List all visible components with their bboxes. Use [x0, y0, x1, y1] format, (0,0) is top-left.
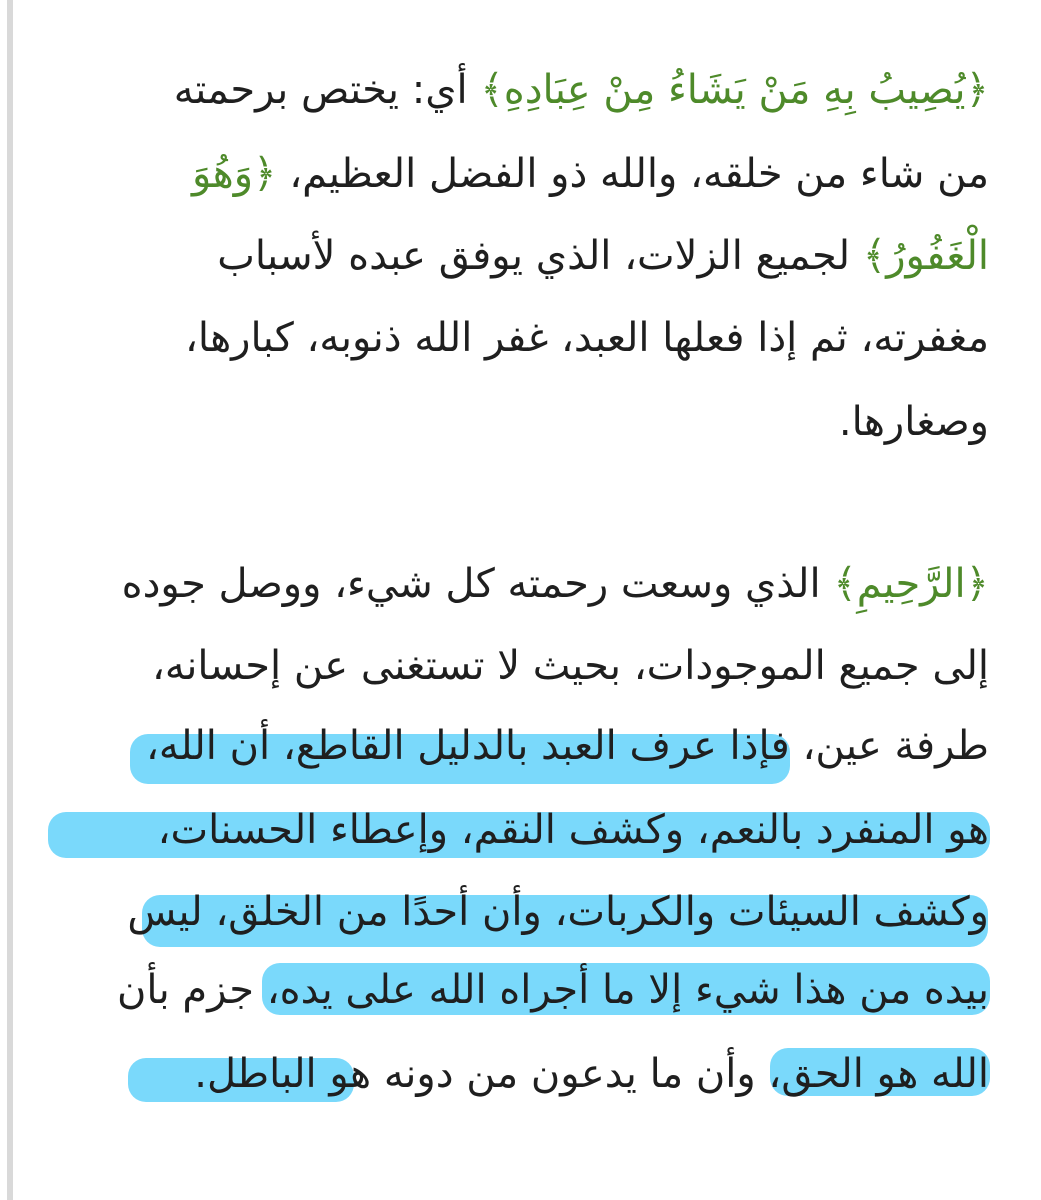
- quran-verse: ﴿يُصِيبُ بِهِ مَنْ يَشَاءُ مِنْ عِبَادِهِ﴾: [480, 67, 989, 113]
- quran-verse: الْغَفُورُ﴾: [862, 233, 989, 279]
- paragraph1-line4: [185, 310, 989, 366]
- paragraph1-line3: [217, 228, 989, 284]
- commentary-text: الذي وسعت رحمته كل شيء، ووصل جوده: [121, 561, 834, 607]
- paragraph2-line7: [194, 1046, 989, 1102]
- paragraph2-line1: [122, 556, 989, 612]
- paragraph2-line6: [117, 962, 989, 1018]
- commentary-text: لجميع الزلات، الذي يوفق عبده لأسباب: [217, 233, 863, 279]
- paragraph2-line4: [158, 802, 989, 858]
- paragraph2-line5: [127, 884, 989, 940]
- commentary-text: وصغارها.: [838, 399, 989, 445]
- paragraph1-line5: [839, 394, 989, 450]
- highlighted-text: إذا عرف العبد بالدليل القاطع، أن الله،: [146, 723, 771, 769]
- commentary-text: إلى جميع الموجودات، بحيث لا تستغنى عن إحسانه،: [151, 643, 989, 689]
- quran-verse: ﴿وَهُوَ: [191, 151, 277, 197]
- commentary-text: الله هو الحق، وأن ما يدعون من دونه هو الباطل.: [194, 1051, 989, 1097]
- commentary-text: بيده من هذا شيء إلا ما أجراه الله على يده، جزم بأن: [117, 967, 989, 1013]
- commentary-text: مغفرته، ثم إذا فعلها العبد، غفر الله ذنوبه، كبارها،: [184, 315, 989, 361]
- commentary-text: من شاء من خلقه، والله ذو الفضل العظيم،: [276, 151, 989, 197]
- paragraph1-line1: [174, 62, 989, 118]
- quran-verse: ﴿الرَّحِيمِ﴾: [833, 561, 989, 607]
- commentary-text: وكشف السيئات والكربات، وأن أحدًا من الخلق، ليس: [127, 889, 989, 935]
- highlighted-text: هو المنفرد بالنعم، وكشف النقم، وإعطاء الحسنات،: [157, 807, 989, 853]
- paragraph2-line2: [152, 638, 989, 694]
- commentary-text: طرفة عين، ف: [770, 723, 989, 769]
- paragraph1-line2: [192, 146, 989, 202]
- paragraph2-line3: [146, 718, 989, 774]
- commentary-text: أي: يختص برحمته: [173, 67, 481, 113]
